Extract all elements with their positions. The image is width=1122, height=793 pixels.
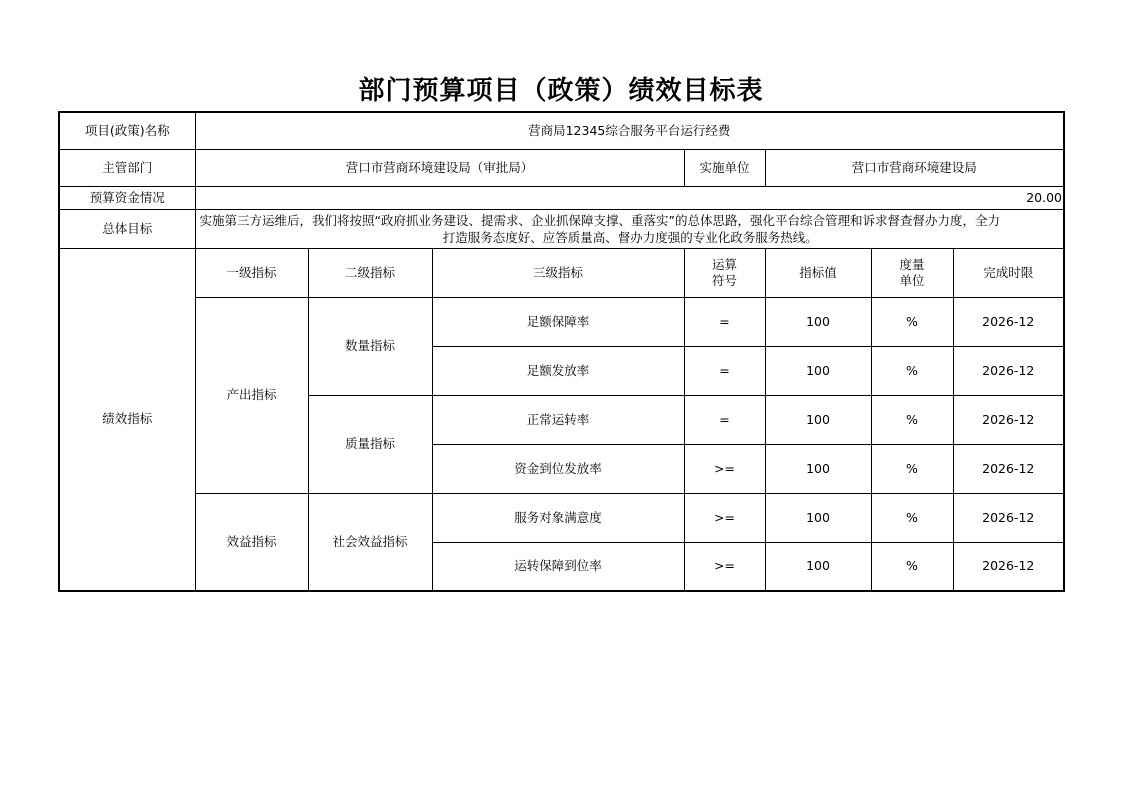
- indicator-deadline: 2026-12: [953, 395, 1064, 444]
- budget-value: 20.00: [195, 186, 1064, 209]
- indicator-name: 资金到位发放率: [432, 444, 684, 493]
- indicator-unit: %: [871, 297, 953, 346]
- indicator-name: 足额保障率: [432, 297, 684, 346]
- indicator-deadline: 2026-12: [953, 297, 1064, 346]
- goal-text-line2: 打造服务态度好、应答质量高、督办力度强的专业化政务服务热线。: [442, 229, 818, 245]
- indicator-value: 100: [765, 542, 871, 591]
- indicator-name: 正常运转率: [432, 395, 684, 444]
- indicator-value: 100: [765, 297, 871, 346]
- indicator-operator: =: [684, 346, 765, 395]
- indicator-value: 100: [765, 346, 871, 395]
- header-deadline: 完成时限: [953, 248, 1064, 297]
- indicator-unit: %: [871, 395, 953, 444]
- impl-unit-label: 实施单位: [684, 149, 765, 186]
- indicator-name: 服务对象满意度: [432, 493, 684, 542]
- header-unit: [871, 248, 953, 297]
- goal-value: [195, 209, 1064, 248]
- impl-unit-value: 营口市营商环境建设局: [765, 149, 1064, 186]
- table-row: [59, 297, 1064, 346]
- header-value: 指标值: [765, 248, 871, 297]
- table-row: [59, 493, 1064, 542]
- budget-label: 预算资金情况: [59, 186, 195, 209]
- dept-label: 主管部门: [59, 149, 195, 186]
- indicator-unit: %: [871, 542, 953, 591]
- indicator-operator: =: [684, 395, 765, 444]
- header-unit-line2: 单位: [899, 272, 925, 288]
- project-name-value: 营商局12345综合服务平台运行经费: [195, 112, 1064, 149]
- indicator-operator: >=: [684, 493, 765, 542]
- page-title: 部门预算项目（政策）绩效目标表: [358, 76, 764, 106]
- indicator-deadline: 2026-12: [953, 542, 1064, 591]
- group-benefit: 效益指标: [195, 493, 308, 591]
- indicator-name: 运转保障到位率: [432, 542, 684, 591]
- indicator-value: 100: [765, 444, 871, 493]
- indicator-header-row: [59, 248, 1064, 297]
- indicator-value: 100: [765, 493, 871, 542]
- perf-label: 绩效指标: [59, 248, 195, 591]
- goal-label: 总体目标: [59, 209, 195, 248]
- header-level3: 三级指标: [432, 248, 684, 297]
- indicator-value: 100: [765, 395, 871, 444]
- group-social: 社会效益指标: [308, 493, 432, 591]
- indicator-unit: %: [871, 444, 953, 493]
- dept-row: [59, 149, 1064, 186]
- group-quantity: 数量指标: [308, 297, 432, 395]
- project-name-label: 项目(政策)名称: [59, 112, 195, 149]
- indicator-deadline: 2026-12: [953, 493, 1064, 542]
- dept-value: 营口市营商环境建设局（审批局）: [195, 149, 684, 186]
- goal-row: [59, 209, 1064, 248]
- group-output: 产出指标: [195, 297, 308, 493]
- indicator-operator: >=: [684, 542, 765, 591]
- budget-row: [59, 186, 1064, 209]
- group-quality: 质量指标: [308, 395, 432, 493]
- indicator-deadline: 2026-12: [953, 346, 1064, 395]
- project-name-row: [59, 112, 1064, 149]
- indicator-deadline: 2026-12: [953, 444, 1064, 493]
- header-operator-line2: 符号: [711, 272, 737, 288]
- indicator-unit: %: [871, 493, 953, 542]
- header-operator: [684, 248, 765, 297]
- indicator-operator: >=: [684, 444, 765, 493]
- indicator-name: 足额发放率: [432, 346, 684, 395]
- performance-table: [58, 111, 1065, 592]
- header-operator-line1: 运算: [711, 256, 737, 272]
- header-level1: 一级指标: [195, 248, 308, 297]
- header-unit-line1: 度量: [899, 256, 925, 272]
- goal-text-line1: 实施第三方运维后，我们将按照“政府抓业务建设、提需求、企业抓保障支撑、重落实”的总体思路，强化平台综合管理和诉求督查督办力度，全力: [199, 212, 1000, 228]
- indicator-operator: =: [684, 297, 765, 346]
- header-level2: 二级指标: [308, 248, 432, 297]
- indicator-unit: %: [871, 346, 953, 395]
